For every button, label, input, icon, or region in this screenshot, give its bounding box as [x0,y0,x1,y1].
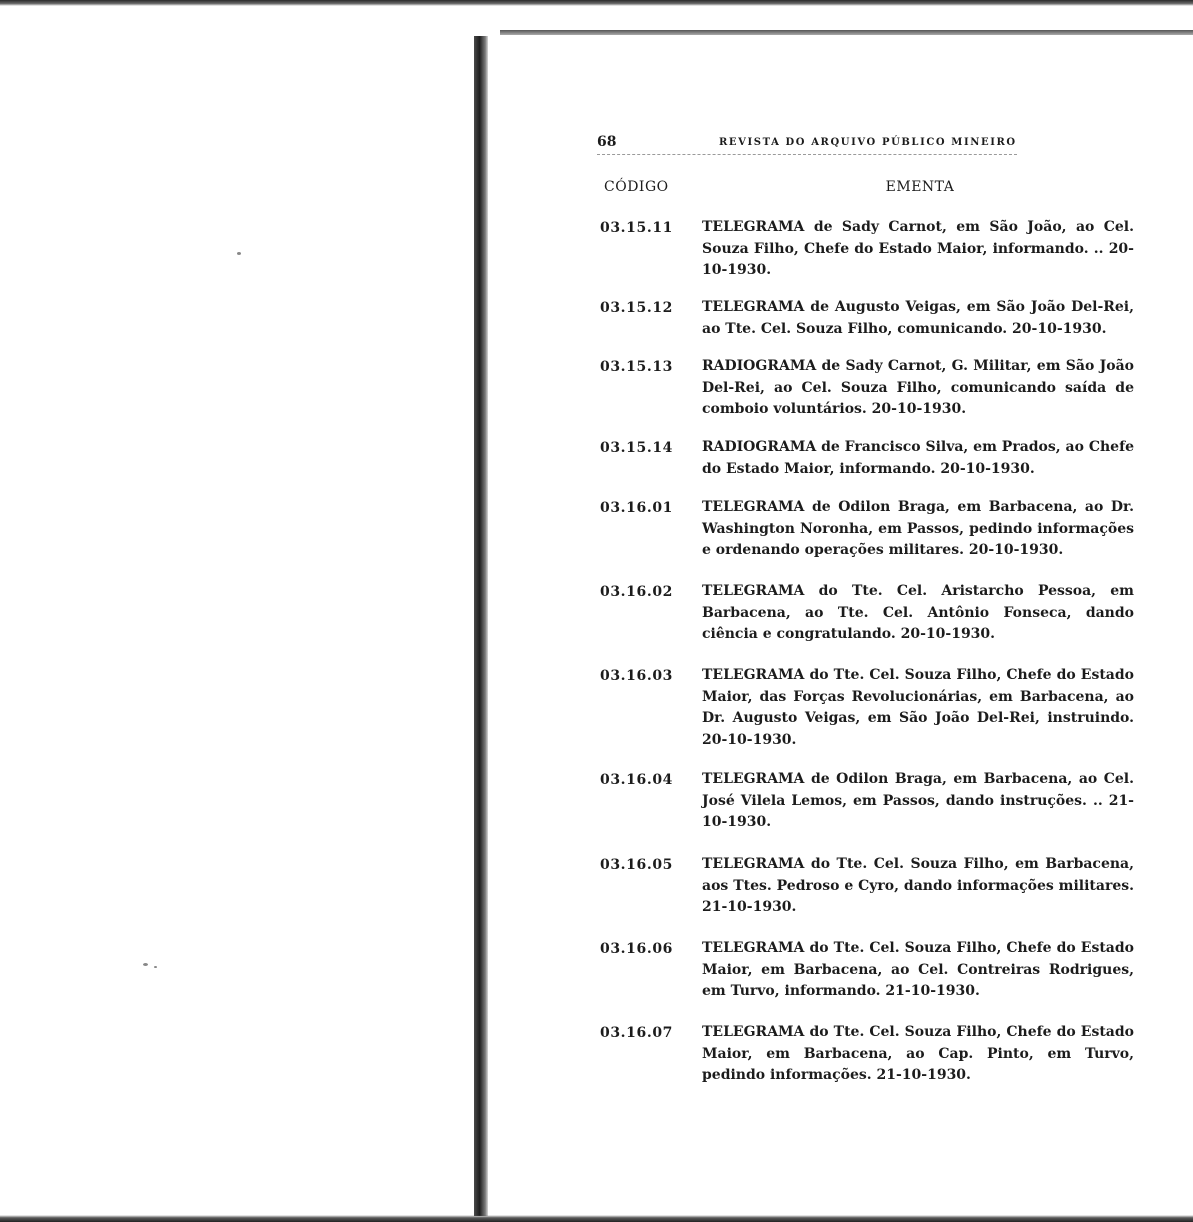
journal-title: REVISTA DO ARQUIVO PÚBLICO MINEIRO [719,137,1017,148]
entry-code: 03.16.05 [600,857,673,873]
scan-top-edge [0,0,1193,6]
entry-description: TELEGRAMA de Odilon Braga, em Barbacena, ao Dr. Washington Noronha, em Passos, pedindo informações e ordenando operações militares. 20-10-1930. [702,499,1134,558]
entry-description: TELEGRAMA do Tte. Cel. Souza Filho, em Barbacena, aos Ttes. Pedroso e Cyro, dando informações militares. 21-10-1930. [702,856,1134,915]
entry-description: TELEGRAMA de Augusto Veigas, em São João Del-Rei, ao Tte. Cel. Souza Filho, comunicando. 20-10-1930. [702,299,1134,337]
header-rule [597,154,1017,156]
entry-description: RADIOGRAMA de Sady Carnot, G. Militar, em São João Del-Rei, ao Cel. Souza Filho, comunicando saída de comboio voluntários. 20-10-1930. [702,358,1134,417]
column-header-code: CÓDIGO [604,179,669,195]
scan-bottom-edge [0,1215,1193,1222]
dust-speck [237,252,241,255]
dust-speck [143,963,148,966]
entry-code: 03.16.07 [600,1025,673,1041]
entry-code: 03.15.11 [600,220,673,236]
page-number: 68 [597,134,617,150]
entry-description: TELEGRAMA de Odilon Braga, em Barbacena, ao Cel. José Vilela Lemos, em Passos, dando instruções. .. 21-10-1930. [702,771,1134,830]
entry-code: 03.15.12 [600,300,673,316]
entry-description: TELEGRAMA do Tte. Cel. Souza Filho, Chefe do Estado Maior, das Forças Revolucionárias, em Barbacena, ao Dr. Augusto Veigas, em São João Del-Rei, instruindo. 20-10-1930. [702,667,1134,748]
entry-description: TELEGRAMA de Sady Carnot, em São João, ao Cel. Souza Filho, Chefe do Estado Maior, informando. .. 20-10-1930. [702,219,1134,278]
entry-description: TELEGRAMA do Tte. Cel. Souza Filho, Chefe do Estado Maior, em Barbacena, ao Cap. Pinto, em Turvo, pedindo informações. 21-10-1930. [702,1024,1134,1083]
entry-code: 03.16.03 [600,668,673,684]
column-header-ementa: EMENTA [885,179,955,195]
entry-code: 03.16.01 [600,500,673,516]
book-spine-shadow [474,36,488,1216]
entry-code: 03.16.04 [600,772,673,788]
entry-code: 03.15.14 [600,440,673,456]
page-top-border [500,30,1193,35]
dust-speck [154,966,157,968]
entry-description: TELEGRAMA do Tte. Cel. Aristarcho Pessoa, em Barbacena, ao Tte. Cel. Antônio Fonseca, dando ciência e congratulando. 20-10-1930. [702,583,1134,642]
entry-code: 03.16.02 [600,584,673,600]
entry-code: 03.16.06 [600,941,673,957]
entry-description: RADIOGRAMA de Francisco Silva, em Prados, ao Chefe do Estado Maior, informando. 20-10-1930. [702,439,1134,477]
entry-description: TELEGRAMA do Tte. Cel. Souza Filho, Chefe do Estado Maior, em Barbacena, ao Cel. Contreiras Rodrigues, em Turvo, informando. 21-10-1930. [702,940,1134,999]
entry-code: 03.15.13 [600,359,673,375]
running-header [597,134,1017,156]
